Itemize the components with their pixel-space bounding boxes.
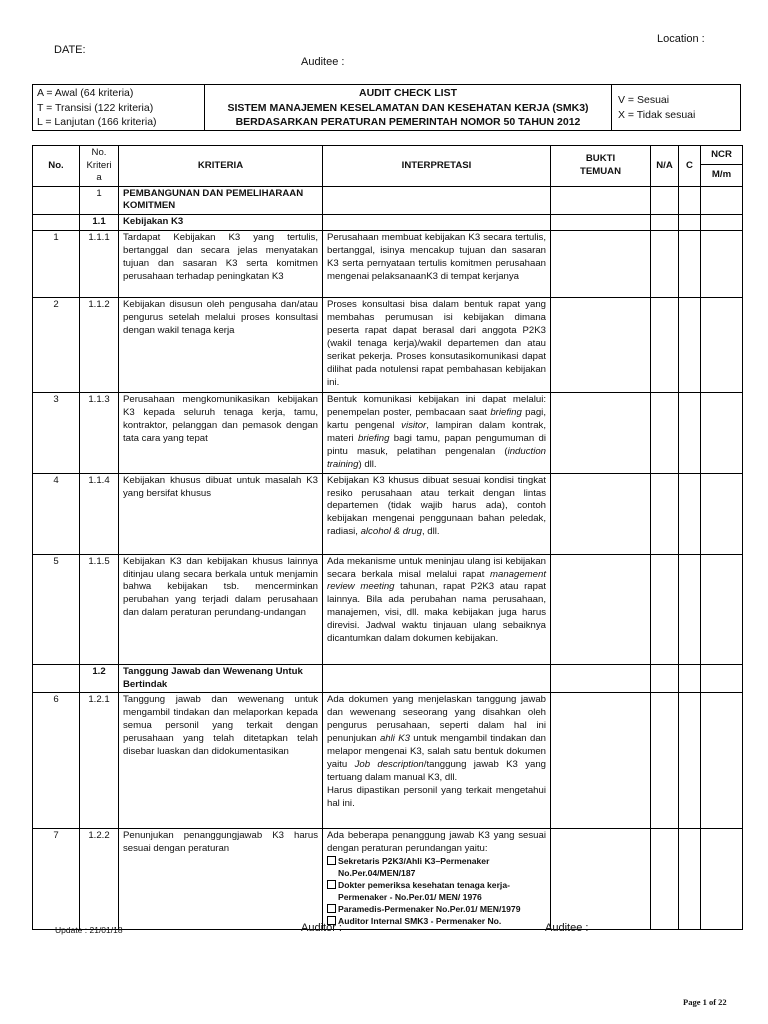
c-cell[interactable] (679, 693, 701, 829)
col-kriteria-no-l1: No. (91, 147, 107, 158)
col-c: C (679, 146, 701, 187)
col-bukti: BUKTI (585, 153, 616, 165)
criteria-number: 1.1.4 (80, 473, 119, 554)
interpretation-text (323, 829, 551, 929)
subsection-title: Kebijakan K3 (119, 215, 323, 231)
section-number: 1 (80, 186, 119, 215)
title-line-1: AUDIT CHECK LIST (359, 87, 457, 99)
auditee-signature-label: Auditee : (545, 922, 589, 934)
table-row (33, 829, 743, 929)
ncr-cell[interactable] (701, 554, 743, 664)
row-number: 4 (33, 473, 80, 554)
col-na: N/A (651, 146, 679, 187)
c-cell[interactable] (679, 393, 701, 473)
checkbox-icon (327, 904, 336, 913)
na-cell[interactable] (651, 554, 679, 664)
interpretation-text: Kebijakan K3 khusus dibuat sesuai kondisi tingkat resiko perusahaan atau terkait dengan lintas departemen (tidak wajib harus ada), contoh kebijakan mengenai penggunaan bahan peledak, radiasi, alcohol & drug, dll. (323, 473, 551, 554)
legend-sesuai: V = Sesuai (618, 94, 670, 106)
table-row (33, 473, 743, 554)
title-line-2: SISTEM MANAJEMEN KESELAMATAN DAN KESEHATAN KERJA (SMK3) (227, 101, 589, 114)
criteria-text: Tanggung jawab dan wewenang untuk mengambil tindakan dan melaporkan kepada semua personil yang terkait dengan perusahaan yang telah ditetapkan telah disebar luaskan dan didokumentasikan (119, 693, 323, 829)
row-number: 6 (33, 693, 80, 829)
table-row (33, 298, 743, 393)
interpretation-text: Ada mekanisme untuk meninjau ulang isi kebijakan secara berkala misal melalui rapat management review meeting tahunan, rapat P2K3 atau rapat lainnya. Bila ada perubahan nama perusahaan, manajemen, visi, dll. maka kebijakan juga harus direvisi. Jadwal waktu tinjauan ulang sebaiknya dicantumkan dalam dokumen kebijakan. (323, 554, 551, 664)
ncr-cell[interactable] (701, 393, 743, 473)
criteria-text: Kebijakan disusun oleh pengusaha dan/atau pengurus setelah melalui proses konsultasi dengan wakil tenaga kerja (119, 298, 323, 393)
evidence-cell[interactable] (551, 693, 651, 829)
na-cell[interactable] (651, 393, 679, 473)
evidence-cell[interactable] (551, 554, 651, 664)
list-item: Sekretaris P2K3/Ahli K3–Permenaker No.Per.04/MEN/187 (327, 856, 546, 880)
legend-tidak-sesuai: X = Tidak sesuai (618, 108, 696, 121)
row-number: 3 (33, 393, 80, 473)
checkbox-icon (327, 856, 336, 865)
col-temuan: TEMUAN (579, 165, 622, 177)
c-cell[interactable] (679, 231, 701, 298)
col-kriteria-no-l2: Kriteri (86, 159, 112, 171)
col-ncr: NCR (701, 146, 743, 165)
interpretation-text: Perusahaan membuat kebijakan K3 secara tertulis, bertanggal, isinya mencakup tujuan dan sasaran K3 serta pernyataan tertulis komitmen perusahaan mengenai pelaksanaanK3 di tempat kerjanya (323, 231, 551, 298)
ncr-cell[interactable] (701, 298, 743, 393)
col-interpretasi: INTERPRETASI (323, 146, 551, 187)
col-kriteria-no-l3: a (96, 172, 102, 183)
update-date: Update : 21/01/18 (55, 925, 123, 935)
c-cell[interactable] (679, 473, 701, 554)
subsection-row (33, 664, 743, 693)
level-list (33, 85, 205, 131)
document-title (205, 85, 612, 131)
list-item: Auditor Internal SMK3 - Permenaker No. (327, 916, 546, 928)
checkbox-icon (327, 880, 336, 889)
subsection-number: 1.1 (80, 215, 119, 231)
c-cell[interactable] (679, 298, 701, 393)
col-kriteria: KRITERIA (119, 146, 323, 187)
level-transisi: T = Transisi (122 kriteria) (37, 101, 154, 114)
date-label: DATE: (54, 44, 86, 56)
checklist-table (32, 145, 743, 930)
col-kriteria-no (80, 146, 119, 187)
row-number: 2 (33, 298, 80, 393)
evidence-cell[interactable] (551, 393, 651, 473)
table-row (33, 554, 743, 664)
level-awal: A = Awal (64 kriteria) (37, 87, 134, 99)
criteria-number: 1.1.2 (80, 298, 119, 393)
subsection-title: Tanggung Jawab dan Wewenang Untuk Bertindak (119, 664, 323, 693)
row-number: 7 (33, 829, 80, 929)
criteria-number: 1.1.3 (80, 393, 119, 473)
location-label: Location : (657, 33, 705, 45)
checklist-header (32, 84, 741, 131)
title-line-3: BERDASARKAN PERATURAN PEMERINTAH NOMOR 50 TAHUN 2012 (235, 116, 581, 128)
evidence-cell[interactable] (551, 473, 651, 554)
auditor-signature-label: Auditor : (301, 922, 342, 934)
section-title: PEMBANGUNAN DAN PEMELIHARAAN KOMITMEN (119, 186, 323, 215)
criteria-text: Tardapat Kebijakan K3 yang tertulis, bertanggal dan secara jelas menyatakan tujuan dan sasaran K3 serta komitmen perusahaan terhadap peningkatan K3 (119, 231, 323, 298)
header-row (33, 146, 743, 165)
criteria-number: 1.2.1 (80, 693, 119, 829)
evidence-cell[interactable] (551, 298, 651, 393)
criteria-number: 1.2.2 (80, 829, 119, 929)
interpretation-text: Ada dokumen yang menjelaskan tanggung jawab dan wewenang seseorang yang disahkan oleh pengurus perusahaan, seperti dalam hal ini penunjukan ahli K3 untuk mengambil tindakan dan melapor mengenai K3, salah satu bentuk dokumen yaitu Job description/tanggung jawab K3 yang tertuang dalam manual K3, dll. Harus dipastikan personil yang terkait mengetahui hal ini. (323, 693, 551, 829)
row-number: 5 (33, 554, 80, 664)
criteria-number: 1.1.1 (80, 231, 119, 298)
criteria-text: Penunjukan penanggungjawab K3 harus sesuai dengan peraturan (119, 829, 323, 929)
col-no: No. (33, 146, 80, 187)
evidence-cell[interactable] (551, 231, 651, 298)
ncr-cell[interactable] (701, 829, 743, 929)
list-item: Paramedis-Permenaker No.Per.01/ MEN/1979 (327, 904, 546, 916)
legend (612, 85, 740, 131)
page-number: Page 1 of 22 (683, 997, 727, 1007)
col-ncr-mm: M/m (701, 165, 743, 186)
c-cell[interactable] (679, 829, 701, 929)
na-cell[interactable] (651, 829, 679, 929)
na-cell[interactable] (651, 298, 679, 393)
criteria-number: 1.1.5 (80, 554, 119, 664)
list-item: Dokter pemeriksa kesehatan tenaga kerja- Permenaker - No.Per.01/ MEN/ 1976 (327, 880, 546, 904)
table-row (33, 693, 743, 829)
col-bukti-temuan (551, 146, 651, 187)
na-cell[interactable] (651, 473, 679, 554)
ncr-cell[interactable] (701, 473, 743, 554)
table-row (33, 231, 743, 298)
subsection-number: 1.2 (80, 664, 119, 693)
c-cell[interactable] (679, 554, 701, 664)
criteria-text: Perusahaan mengkomunikasikan kebijakan K3 kepada seluruh tenaga kerja, tamu, kontraktor, pelanggan dan pemasok dengan tata cara yang tepat (119, 393, 323, 473)
ncr-cell[interactable] (701, 231, 743, 298)
interpretation-intro: Ada beberapa penanggung jawab K3 yang sesuai dengan peraturan perundangan yaitu: (327, 830, 546, 855)
subsection-row (33, 215, 743, 231)
table-row (33, 393, 743, 473)
criteria-text: Kebijakan K3 dan kebijakan khusus lainnya ditinjau ulang secara berkala untuk menjamin bahwa kebijakan tsb. mencerminkan perubahan yang terjadi dalam perusahaan dan dalam peraturan perundang-undangan (119, 554, 323, 664)
section-row (33, 186, 743, 215)
interpretation-text: Proses konsultasi bisa dalam bentuk rapat yang membahas perumusan isi kebijakan dimana peserta rapat dapat berasal dari anggota P2K3 (wakil tenaga kerja)/wakil departemen dan atau serikat pekerja. Proses konsutasikomunikasi dapat dilihat pada notulensi rapat pembahasan kebijakan ini. (323, 298, 551, 393)
evidence-cell[interactable] (551, 829, 651, 929)
row-number: 1 (33, 231, 80, 298)
interpretation-text: Bentuk komunikasi kebijakan ini dapat melalui: penempelan poster, pembacaan saat briefing pagi, kartu pengenal visitor, lampiran dalam kontrak, materi briefing bagi tamu, papan pengumuman di pintu masuk, pelatihan pengenalan (induction training) dll. (323, 393, 551, 473)
ncr-cell[interactable] (701, 693, 743, 829)
auditee-label: Auditee : (301, 56, 345, 68)
na-cell[interactable] (651, 693, 679, 829)
na-cell[interactable] (651, 231, 679, 298)
criteria-text: Kebijakan khusus dibuat untuk masalah K3 yang bersifat khusus (119, 473, 323, 554)
level-lanjutan: L = Lanjutan (166 kriteria) (37, 116, 157, 128)
